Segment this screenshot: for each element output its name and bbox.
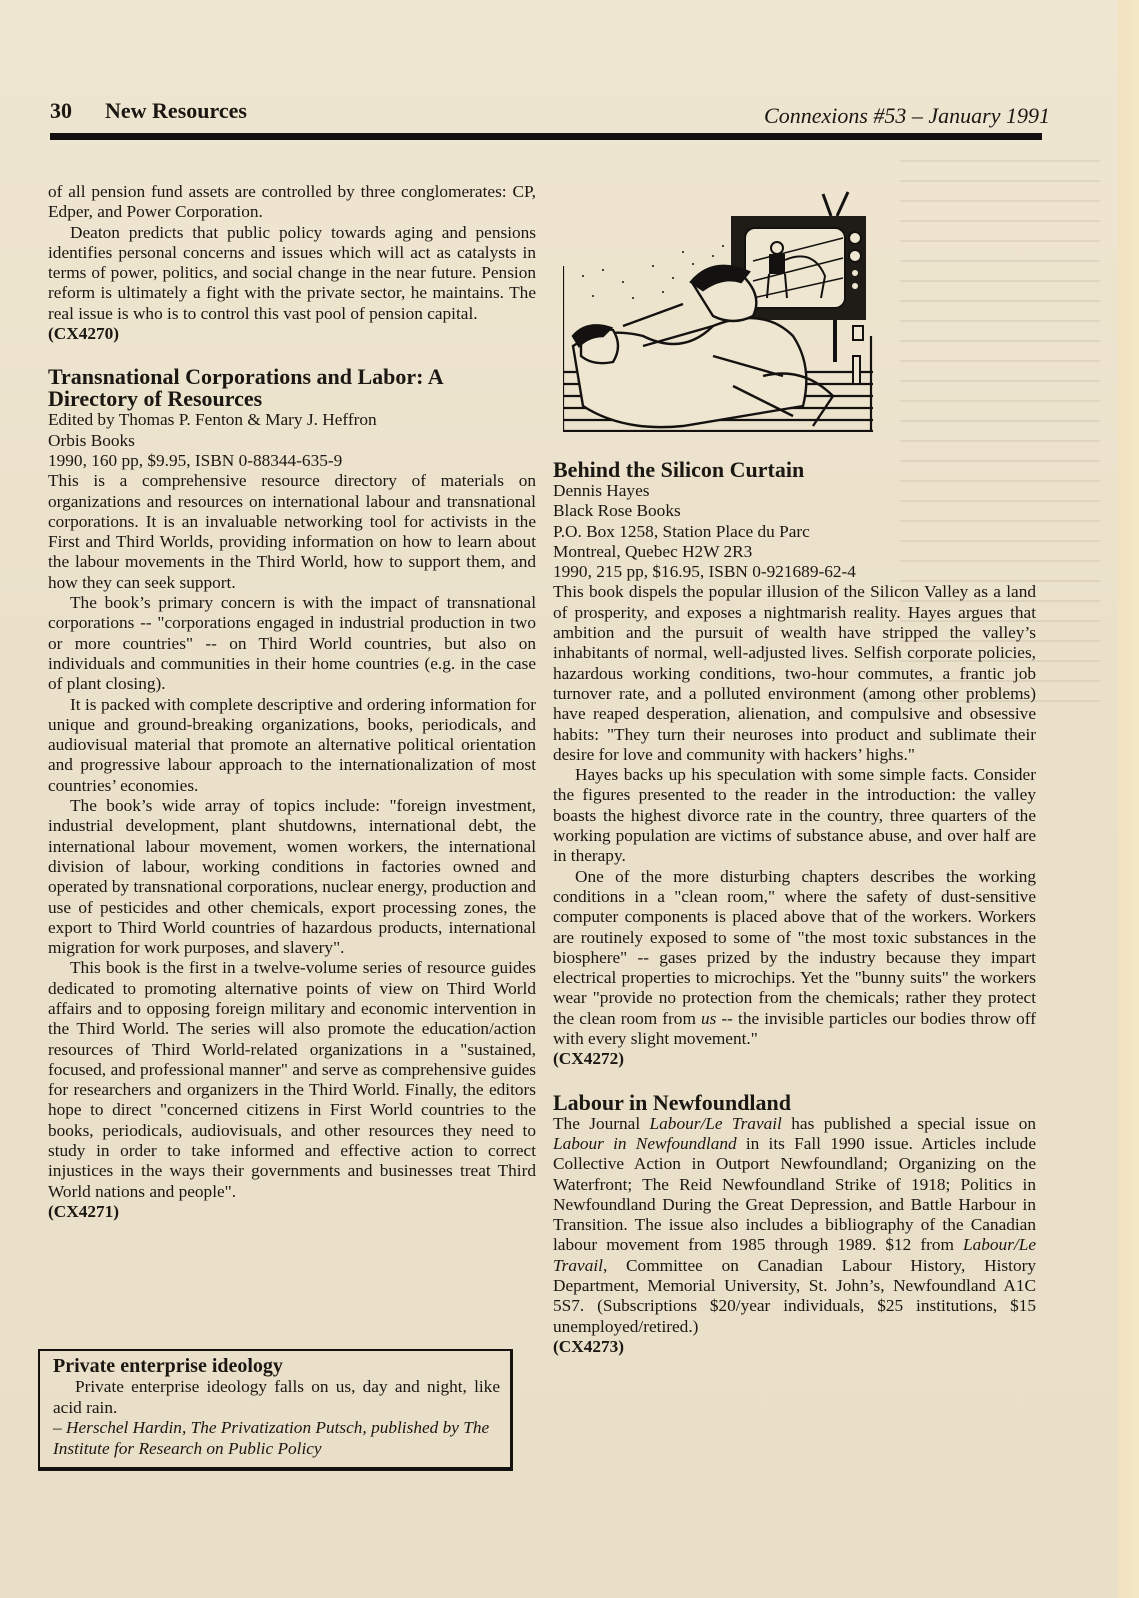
section-title: New Resources bbox=[105, 98, 247, 123]
journal-title: Labour/Le Travail bbox=[553, 1235, 1036, 1275]
article-paragraph: It is packed with complete descriptive and ordering information for unique and ground-breaking organizations, books, periodicals, and audiovisual material that promote an alternative political orientation and progressive labour approach to the internationalization of most countries’ economies. bbox=[48, 694, 536, 795]
reference-code: (CX4270) bbox=[48, 324, 120, 344]
article-editors: Edited by Thomas P. Fenton & Mary J. Heffron bbox=[48, 410, 377, 430]
article-publisher: Orbis Books bbox=[48, 430, 135, 450]
journal-title: Labour/Le Travail bbox=[649, 1113, 782, 1133]
text-run: has published a special issue on bbox=[781, 1113, 1036, 1133]
publisher-address: Montreal, Quebec H2W 2R3 bbox=[553, 541, 753, 561]
text-run: , Committee on Canadian Labour History, History Department, Memorial University, St. John’s, Newfoundland A1C 5S7. (Subscriptions $20/year individuals, $25 institutions, $15 unemployed/retired.) bbox=[553, 1255, 1036, 1336]
issue-label: Connexions #53 – January 1991 bbox=[764, 103, 1050, 128]
continued-paragraph: Deaton predicts that public policy towards aging and pensions identifies personal concerns and issues which will act as catalysts in terms of power, politics, and social change in the near future. Pension reform is ultimately a fight with the private sector, he maintains. The real issue is who is to control this vast pool of pension capital. bbox=[48, 222, 536, 323]
quote-attribution: – Herschel Hardin, The Privatization Putsch, published by The Institute for Research on Public Policy bbox=[53, 1418, 490, 1458]
article-paragraph: This is a comprehensive resource directory of materials on organizations and resources on international labour and transnational corporations. It is an invaluable networking tool for activists in the First and Third Worlds, providing information on how to learn about the labour movements in the Third World, how to support them, and how they can seek support. bbox=[48, 471, 536, 592]
article-paragraph: The book’s primary concern is with the impact of transnational corporations -- "corporations engaged in industrial production in two or more countries" -- on Third World countries, but also on individuals and communities in their home countries (e.g. in the case of plant closing). bbox=[48, 593, 536, 694]
text-run: in its Fall 1990 issue. Articles include Collective Action in Outport Newfoundland; Organizing on the Waterfront; The Reid Newfoundland Strike of 1918; Politics in Newfoundland During the Great Depression, and Battle Harbour in Transition. The issue also includes a bibliography of the Canadian labour movement from 1985 through 1989. $12 from bbox=[553, 1133, 1036, 1255]
article-publisher: Black Rose Books bbox=[553, 501, 681, 521]
issue-title: Labour in Newfoundland bbox=[553, 1133, 737, 1153]
quote-title: Private enterprise ideology bbox=[53, 1355, 283, 1377]
article-title: Transnational Corporations and Labor: A Directory of Resources bbox=[48, 364, 443, 412]
reference-code: (CX4273) bbox=[553, 1336, 625, 1356]
cartoon-illustration bbox=[563, 186, 873, 432]
emphasis-text: us bbox=[700, 1008, 717, 1028]
header-rule bbox=[50, 133, 1042, 140]
page-header bbox=[50, 98, 1050, 128]
article-details: 1990, 215 pp, $16.95, ISBN 0-921689-62-4 bbox=[553, 562, 856, 582]
article-paragraph bbox=[553, 867, 1036, 1050]
text-run: The Journal bbox=[553, 1113, 650, 1133]
text-run: One of the more disturbing chapters describes the working conditions in a "clean room," where the safety of dust-sensitive computer components is placed above that of the workers. Workers are routinely exposed to some of "the most toxic substances in the biosphere" -- gases prized by the industry because they impart electrical properties to microchips. Yet the "bunny suits" the workers wear "provide no protection from the chemicals; rather they protect the clean room from bbox=[553, 866, 1036, 1028]
quote-text: Private enterprise ideology falls on us, day and night, like acid rain. bbox=[53, 1377, 500, 1417]
page-number: 30 bbox=[50, 98, 72, 123]
page-edge bbox=[1118, 0, 1139, 1598]
article-paragraph: Hayes backs up his speculation with some simple facts. Consider the figures presented to the reader in the introduction: the valley boasts the highest divorce rate in the country, three quarters of the working population are victims of substance abuse, and over half are in therapy. bbox=[553, 765, 1036, 866]
article-details: 1990, 160 pp, $9.95, ISBN 0-88344-635-9 bbox=[48, 450, 343, 470]
quote-box bbox=[38, 1349, 513, 1471]
article-paragraph: This book dispels the popular illusion of the Silicon Valley as a land of prosperity, and exposes a nightmarish reality. Hayes argues that ambition and the pursuit of wealth have stripped the valley’s inhabitants of normal, well-adjusted lives. Selfish corporate policies, hazardous working conditions, two-hour commutes, a frantic job turnover rate, and a polluted environment (among other problems) have reaped desperation, alienation, and compulsive and obsessive habits: "They turn their neuroses into product and sublimate their desire for love and community with hackers’ highs." bbox=[553, 582, 1036, 764]
text-run: -- the invisible particles our bodies throw off with every slight movement." bbox=[553, 1008, 1036, 1049]
left-column bbox=[48, 182, 536, 1222]
spacer bbox=[553, 1070, 1036, 1092]
article-title: Behind the Silicon Curtain bbox=[553, 457, 805, 482]
reference-code: (CX4271) bbox=[48, 1201, 120, 1221]
article-paragraph: This book is the first in a twelve-volume series of resource guides dedicated to promoting alternative points of view on Third World affairs and to opposing foreign military and economic intervention in the Third World. The series will also promote the education/action resources of Third World-related organizations in a "sustained, focused, and professional manner" and serve as comprehensive guides for researchers and organizers in the Third World. Finally, the editors hope to direct "concerned citizens in First World countries to the books, periodicals, audiovisuals, and other resources they need to study in order to take informed and effective action to correct injustices in the ways their governments and businesses treat Third World nations and people". bbox=[48, 958, 536, 1201]
continued-paragraph: of all pension fund assets are controlled by three conglomerates: CP, Edper, and Power Corporation. bbox=[48, 182, 536, 222]
article-paragraph: The book’s wide array of topics include: "foreign investment, industrial development, plant shutdowns, international debt, the international labour movement, women workers, the international division of labour, working conditions in factories owned and operated by transnational corporations, nuclear energy, production and use of pesticides and other chemicals, export processing zones, the export to Third World countries of hazardous products, international migration for work purposes, and slavery". bbox=[48, 796, 536, 958]
spacer bbox=[48, 344, 536, 366]
article-title: Labour in Newfoundland bbox=[553, 1089, 792, 1115]
article-author: Dennis Hayes bbox=[553, 481, 650, 500]
publisher-address: P.O. Box 1258, Station Place du Parc bbox=[553, 521, 810, 541]
article-paragraph bbox=[553, 1114, 1036, 1337]
right-column bbox=[553, 459, 1036, 1357]
reference-code: (CX4272) bbox=[553, 1049, 625, 1069]
